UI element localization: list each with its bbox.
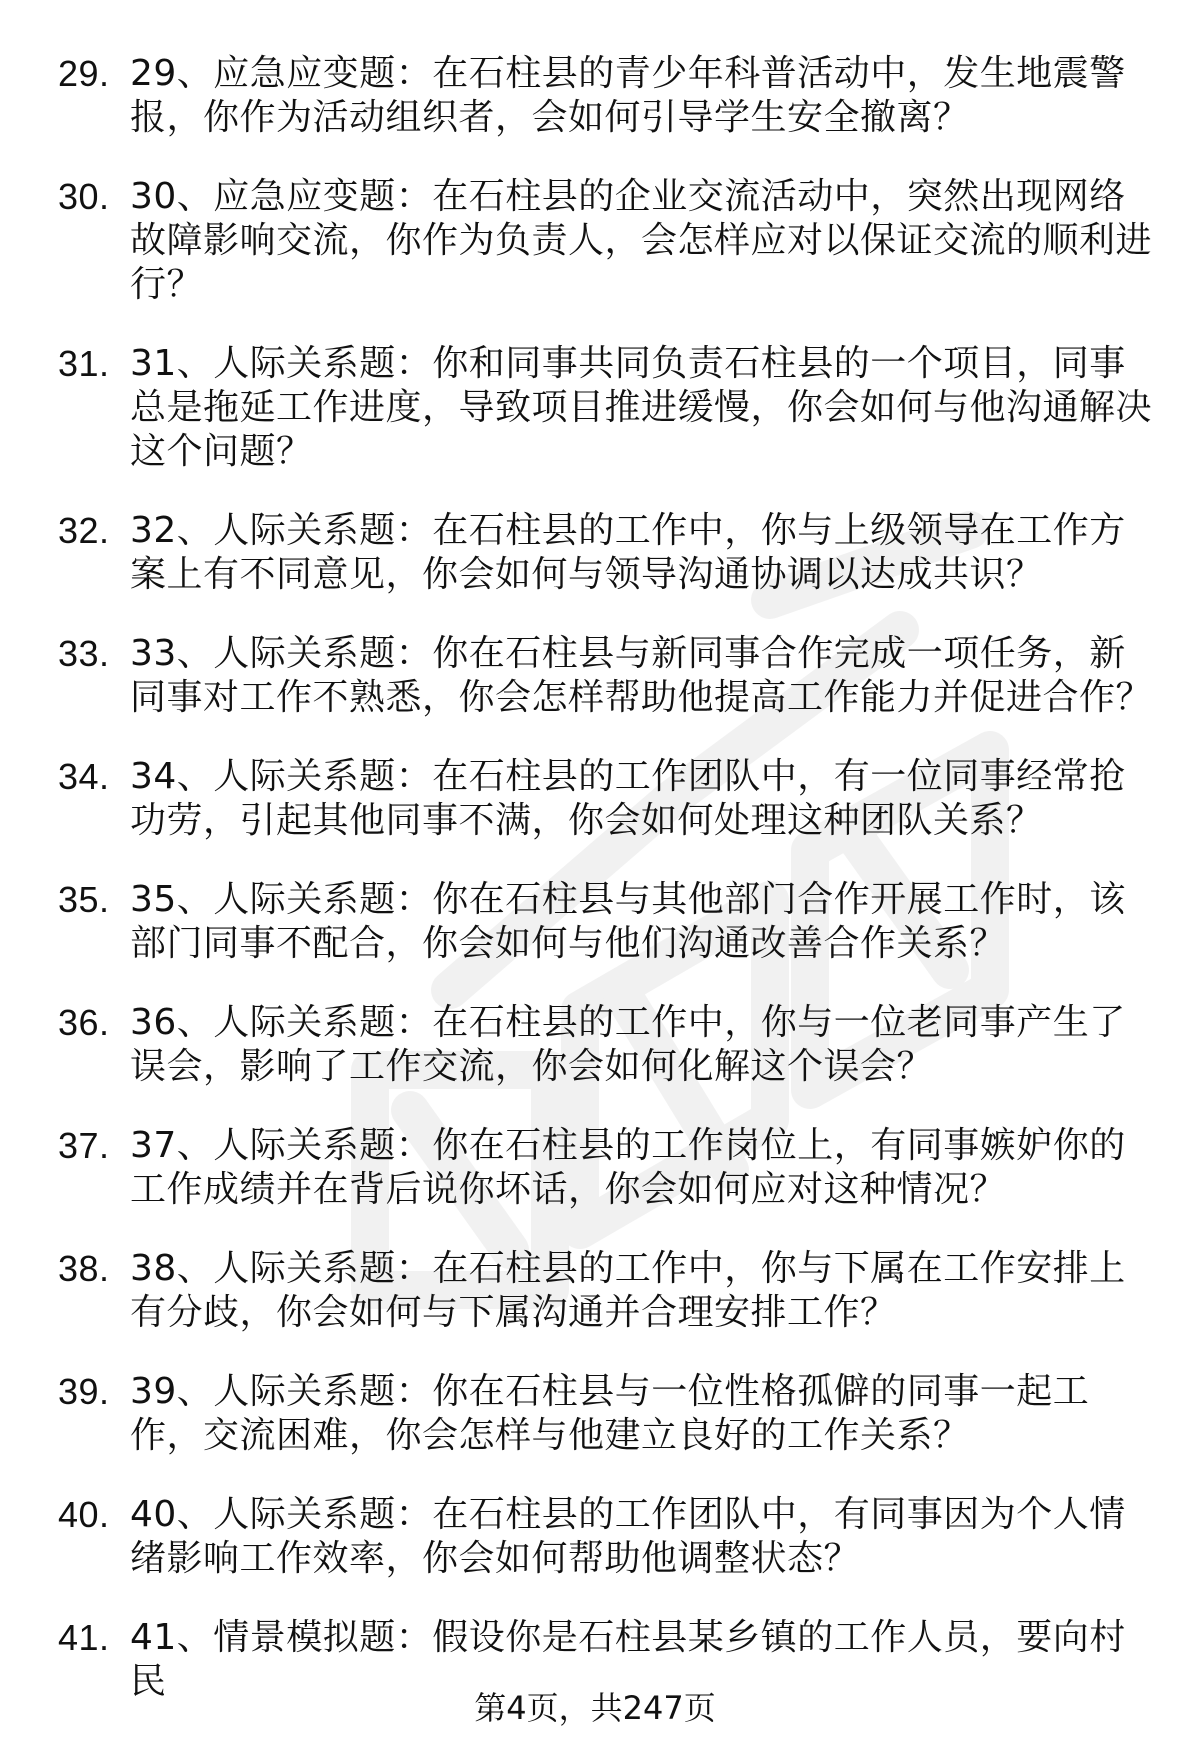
question-number: 29. <box>58 53 110 94</box>
page-footer: 第4页，共247页 <box>474 1689 716 1727</box>
question-number: 30. <box>58 176 110 217</box>
question-text: 41、情景模拟题：假设你是石柱县某乡镇的工作人员，要向村民 <box>130 1617 1126 1702</box>
question-item <box>58 1001 1158 1089</box>
question-number: 34. <box>58 756 110 797</box>
question-item <box>58 52 1158 140</box>
question-item <box>58 878 1158 966</box>
question-item <box>58 632 1158 720</box>
question-number: 39. <box>58 1371 110 1412</box>
question-item <box>58 509 1158 597</box>
question-number: 38. <box>58 1248 110 1289</box>
question-number: 40. <box>58 1494 110 1535</box>
question-text: 38、人际关系题：在石柱县的工作中，你与下属在工作安排上有分歧，你会如何与下属沟通并合理安排工作？ <box>130 1248 1126 1333</box>
question-text: 32、人际关系题：在石柱县的工作中，你与上级领导在工作方案上有不同意见，你会如何与领导沟通协调以达成共识？ <box>130 510 1126 595</box>
question-item <box>58 1370 1158 1458</box>
question-text: 35、人际关系题：你在石柱县与其他部门合作开展工作时，该部门同事不配合，你会如何与他们沟通改善合作关系？ <box>130 879 1126 964</box>
question-text: 40、人际关系题：在石柱县的工作团队中，有同事因为个人情绪影响工作效率，你会如何帮助他调整状态？ <box>130 1494 1126 1579</box>
question-number: 32. <box>58 510 110 551</box>
question-text: 33、人际关系题：你在石柱县与新同事合作完成一项任务，新同事对工作不熟悉，你会怎样帮助他提高工作能力并促进合作？ <box>130 633 1153 718</box>
question-text: 36、人际关系题：在石柱县的工作中，你与一位老同事产生了误会，影响了工作交流，你会如何化解这个误会？ <box>130 1002 1126 1087</box>
question-number: 36. <box>58 1002 110 1043</box>
question-text: 31、人际关系题：你和同事共同负责石柱县的一个项目，同事总是拖延工作进度，导致项目推进缓慢，你会如何与他沟通解决这个问题？ <box>130 343 1153 472</box>
question-number: 37. <box>58 1125 110 1166</box>
question-number: 41. <box>58 1617 110 1658</box>
question-text: 37、人际关系题：你在石柱县的工作岗位上，有同事嫉妒你的工作成绩并在背后说你坏话，你会如何应对这种情况？ <box>130 1125 1126 1210</box>
question-item <box>58 1493 1158 1581</box>
question-text: 30、应急应变题：在石柱县的企业交流活动中，突然出现网络故障影响交流，你作为负责人，会怎样应对以保证交流的顺利进行？ <box>130 176 1153 305</box>
question-text: 34、人际关系题：在石柱县的工作团队中，有一位同事经常抢功劳，引起其他同事不满，你会如何处理这种团队关系？ <box>130 756 1126 841</box>
question-number: 31. <box>58 343 110 384</box>
question-number: 35. <box>58 879 110 920</box>
question-item <box>58 342 1158 474</box>
question-text: 39、人际关系题：你在石柱县与一位性格孤僻的同事一起工作，交流困难，你会怎样与他建立良好的工作关系？ <box>130 1371 1090 1456</box>
question-text: 29、应急应变题：在石柱县的青少年科普活动中，发生地震警报，你作为活动组织者，会如何引导学生安全撤离？ <box>130 53 1126 138</box>
question-item <box>58 755 1158 843</box>
question-item <box>58 175 1158 307</box>
question-item <box>58 1124 1158 1212</box>
question-item <box>58 1247 1158 1335</box>
question-number: 33. <box>58 633 110 674</box>
question-list <box>58 52 1158 1739</box>
